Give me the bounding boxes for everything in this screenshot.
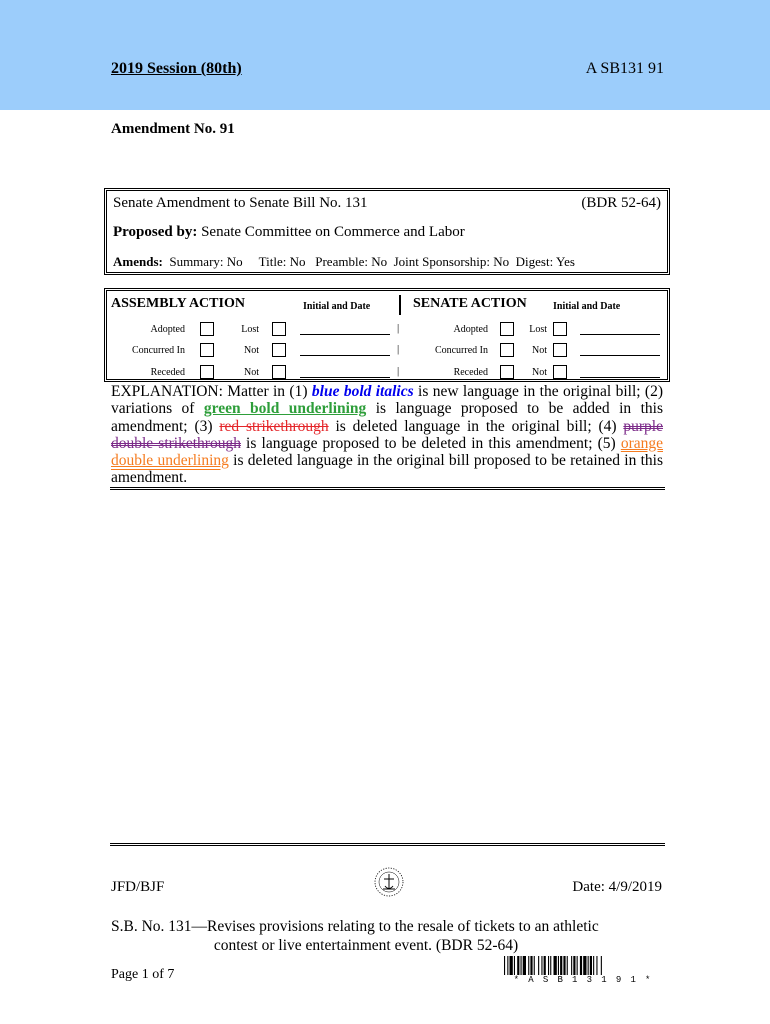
senate-initial-line	[580, 355, 660, 356]
barcode-bar	[596, 956, 597, 975]
barcode-bar	[538, 956, 539, 975]
barcode-bar	[588, 956, 589, 975]
action-divider	[399, 295, 401, 315]
amendment-title: Senate Amendment to Senate Bill No. 131	[113, 195, 368, 211]
explanation-part-1: EXPLANATION: Matter in (1)	[111, 383, 312, 400]
blue-bold-italics-sample: blue bold italics	[311, 383, 414, 400]
barcode-bar	[528, 956, 529, 975]
barcode-bar	[517, 956, 519, 975]
amendment-title-row	[113, 195, 661, 212]
assembly-initial-line	[300, 355, 390, 356]
assembly-initial-date-label: Initial and Date	[303, 301, 371, 312]
bill-id: A SB131 91	[585, 60, 664, 77]
proposed-by-row	[113, 224, 661, 241]
assembly-initial-line	[300, 334, 390, 335]
barcode-bar	[523, 956, 526, 975]
senate-concurred-label: Concurred In	[434, 345, 488, 356]
amendment-number: Amendment No. 91	[111, 121, 235, 137]
assembly-initial-line	[300, 377, 390, 378]
purple-double-strike-sample: purple double strikethrough	[111, 417, 663, 452]
assembly-action-title: ASSEMBLY ACTION	[111, 296, 245, 311]
barcode-bar	[558, 956, 559, 975]
senate-not-checkbox[interactable]	[553, 365, 567, 379]
barcode-bar	[563, 956, 565, 975]
senate-adopted-checkbox[interactable]	[500, 322, 514, 336]
drafter-initials: JFD/BJF	[111, 879, 165, 895]
explanation-part-4: is deleted language in the original bill; (4)	[328, 417, 624, 435]
senate-lost-label: Lost	[529, 324, 547, 335]
barcode-text: * A S B 1 3 1 9 1 *	[513, 975, 653, 985]
explanation-text	[111, 383, 663, 487]
barcode-bar	[504, 956, 505, 975]
red-strikethrough-sample: red strikethrough	[219, 417, 329, 435]
bdr-number: (BDR 52-64)	[581, 195, 661, 211]
barcode-bar	[530, 956, 532, 975]
header-band	[0, 0, 770, 110]
assembly-adopted-checkbox[interactable]	[200, 322, 214, 336]
senate-receded-label: Receded	[453, 367, 488, 378]
senate-not-checkbox[interactable]	[553, 343, 567, 357]
assembly-not-checkbox[interactable]	[272, 343, 286, 357]
state-seal-icon	[373, 866, 405, 898]
explanation-rule	[110, 487, 665, 490]
assembly-lost-label: Lost	[241, 324, 259, 335]
barcode-bar	[567, 956, 568, 975]
barcode-bar	[601, 956, 602, 975]
footer-rule	[110, 843, 665, 846]
bill-summary-line-2: contest or live entertainment event. (BDR 52-64)	[213, 937, 519, 954]
assembly-not-label: Not	[244, 367, 259, 378]
senate-not-label: Not	[532, 345, 547, 356]
senate-initial-line	[580, 334, 660, 335]
assembly-not-label: Not	[244, 345, 259, 356]
pipe-separator: |	[397, 322, 400, 334]
assembly-adopted-label: Adopted	[150, 324, 185, 335]
page-number: Page 1 of 7	[111, 967, 175, 982]
barcode-bar	[534, 956, 535, 975]
barcode-bar	[548, 956, 549, 975]
assembly-receded-checkbox[interactable]	[200, 365, 214, 379]
barcode-bar	[580, 956, 582, 975]
pipe-separator: |	[397, 343, 400, 355]
senate-receded-checkbox[interactable]	[500, 365, 514, 379]
barcode-bar	[514, 956, 515, 975]
barcode-bar	[571, 956, 572, 975]
explanation-part-5: is language proposed to be deleted in this amendment; (5)	[240, 434, 621, 452]
barcode-bar	[554, 956, 557, 975]
senate-not-label: Not	[532, 367, 547, 378]
barcode-bar	[510, 956, 513, 975]
amendment-date: Date: 4/9/2019	[572, 879, 662, 895]
amendment-info-box	[104, 188, 670, 275]
assembly-lost-checkbox[interactable]	[272, 322, 286, 336]
session-title: 2019 Session (80th)	[111, 60, 242, 77]
bill-summary	[111, 917, 671, 955]
explanation-part-2: is new language in the original bill; (2) variations of	[111, 383, 663, 418]
amends-value: Summary: No Title: No Preamble: No Joint Sponsorship: No Digest: Yes	[162, 254, 575, 269]
senate-action-title: SENATE ACTION	[413, 296, 527, 311]
bill-summary-line-1: S.B. No. 131—Revises provisions relating to the resale of tickets to an athletic	[111, 918, 599, 935]
senate-initial-date-label: Initial and Date	[553, 301, 621, 312]
assembly-receded-label: Receded	[150, 367, 185, 378]
orange-double-underline-sample: orange double underlining	[111, 434, 663, 470]
green-underline-sample: green bold underlining	[203, 400, 367, 418]
barcode-bar	[544, 956, 546, 975]
senate-lost-checkbox[interactable]	[553, 322, 567, 336]
amends-row	[113, 254, 661, 270]
senate-concurred-checkbox[interactable]	[500, 343, 514, 357]
assembly-concurred-checkbox[interactable]	[200, 343, 214, 357]
barcode-bar	[521, 956, 522, 975]
barcode-bar	[507, 956, 508, 975]
senate-initial-line	[580, 377, 660, 378]
barcode-bar	[560, 956, 562, 975]
barcode-icon	[504, 956, 662, 975]
barcode-bar	[590, 956, 592, 975]
barcode-bar	[541, 956, 542, 975]
barcode-bar	[577, 956, 578, 975]
explanation-part-6: is deleted language in the original bill proposed to be retained in this amendment.	[111, 452, 663, 487]
proposed-by-value: Senate Committee on Commerce and Labor	[197, 224, 465, 240]
action-box	[104, 288, 670, 382]
amends-label: Amends:	[113, 254, 163, 269]
barcode-bar	[593, 956, 594, 975]
pipe-separator: |	[397, 365, 400, 377]
assembly-concurred-label: Concurred In	[131, 345, 185, 356]
assembly-not-checkbox[interactable]	[272, 365, 286, 379]
barcode-bar	[573, 956, 575, 975]
explanation-part-3: is language proposed to be added in this amendment; (3)	[111, 400, 663, 435]
barcode-bar	[583, 956, 586, 975]
proposed-by-label: Proposed by:	[113, 224, 198, 240]
barcode-bar	[550, 956, 551, 975]
senate-adopted-label: Adopted	[453, 324, 488, 335]
